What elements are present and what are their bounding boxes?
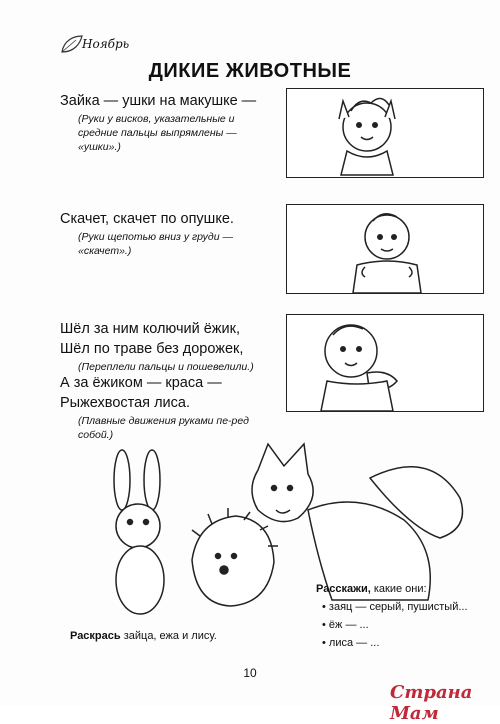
leaf-icon [60, 34, 84, 54]
hedgehog-drawing [192, 508, 278, 606]
stanza-3-note: (Переплели пальцы и пошевелили.) [78, 361, 254, 373]
child-ears-drawing [287, 89, 483, 177]
stanza-3-line-2: Шёл по траве без дорожек, [60, 341, 244, 357]
illustration-fox [286, 314, 484, 412]
stanza-3-line-4: Рыжехвостая лиса. [60, 395, 190, 411]
illustration-ears [286, 88, 484, 178]
child-hands-drawing [287, 315, 483, 411]
hare-drawing [114, 450, 164, 614]
coloring-caption: Раскрась зайца, ежа и лису. [70, 630, 217, 642]
stanza-3-line-1: Шёл за ним колючий ёжик, [60, 321, 240, 337]
page-number: 10 [243, 666, 257, 680]
story-prompt [316, 580, 496, 652]
page-title: ДИКИЕ ЖИВОТНЫЕ [148, 60, 352, 82]
stanza-1-line: Зайка — ушки на макушке — [60, 93, 257, 109]
story-item-hedgehog: • ёж — ... [322, 619, 369, 631]
story-item-hare: • заяц — серый, пушистый... [322, 601, 468, 613]
stanza-3-line-3: А за ёжиком — краса — [60, 375, 222, 391]
stanza-3-note-2: (Плавные движения руками пе-ред собой.) [78, 415, 249, 441]
stanza-2-line: Скачет, скачет по опушке. [60, 211, 234, 227]
fox-drawing [252, 444, 463, 600]
stanza-1-note: (Руки у висков, указательные и средние пальцы выпрямлены — «ушки».) [78, 113, 237, 153]
month-tag [60, 34, 130, 56]
month-label: Ноябрь [82, 37, 130, 51]
story-heading: Расскажи, какие они: [316, 583, 427, 595]
illustration-hop [286, 204, 484, 294]
child-hop-drawing [287, 205, 483, 293]
site-watermark: Страна Мам [390, 682, 473, 724]
stanza-2-note: (Руки щепотью вниз у груди — «скачет».) [78, 231, 233, 257]
story-item-fox: • лиса — ... [322, 637, 380, 649]
